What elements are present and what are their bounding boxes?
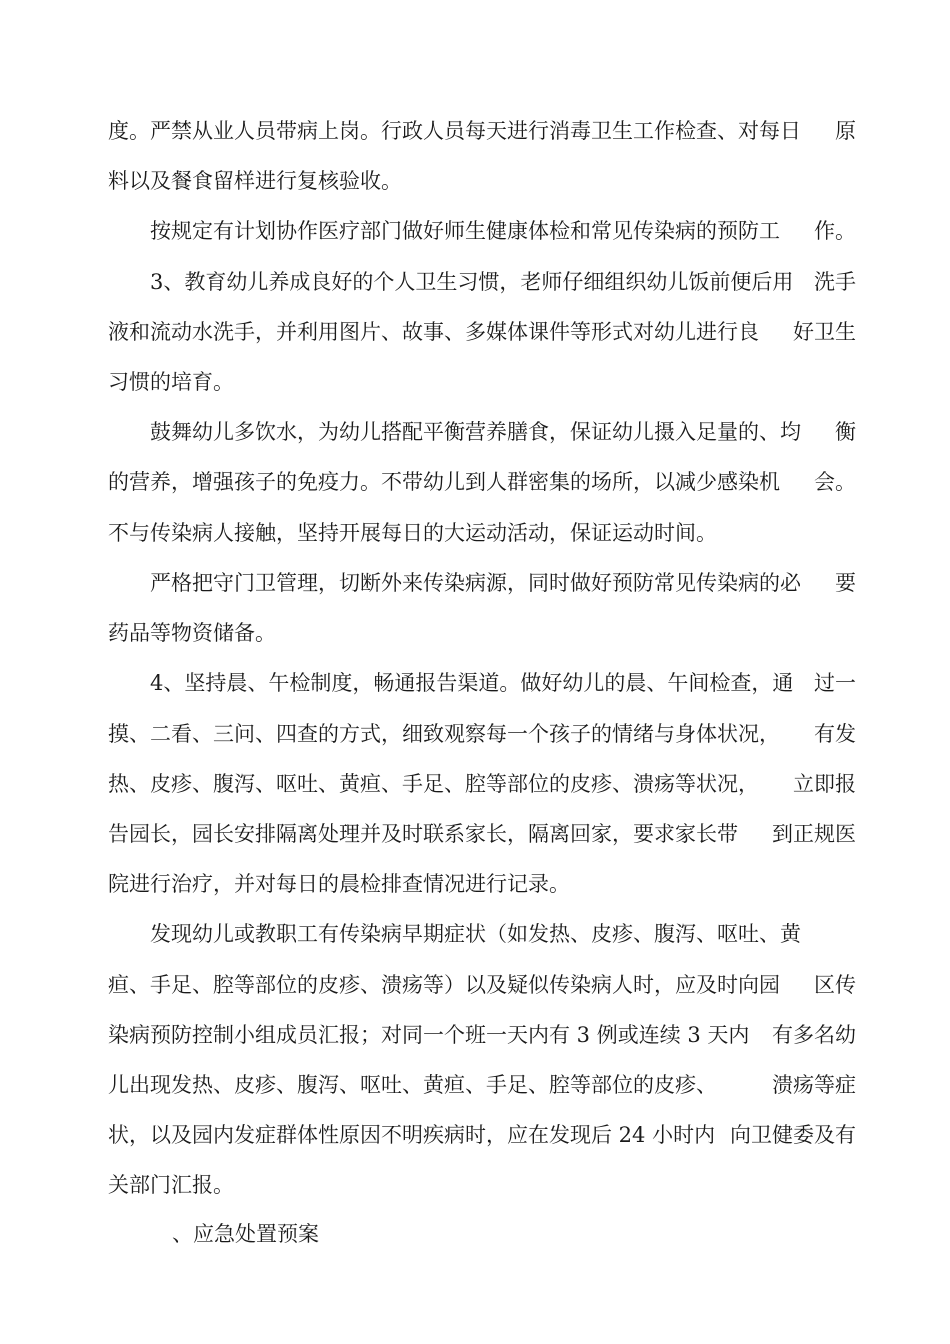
- text-segment: 会。: [814, 470, 856, 494]
- text-segment: 鼓舞幼儿多饮水，为幼儿搭配平衡营养膳食，保证幼儿摄入足量的、均: [150, 420, 801, 444]
- text-segment: 状，以及园内发症群体性原因不明疾病时，应在发现后 24 小时内: [108, 1123, 716, 1147]
- text-segment: 到正规医: [772, 822, 856, 846]
- text-segment: 度。严禁从业人员带病上岗。行政人员每天进行消毒卫生工作检查、对每日: [108, 119, 801, 143]
- text-segment: 好卫生: [793, 320, 856, 344]
- text-segment: 、应急处置预案: [172, 1222, 319, 1246]
- text-segment: 发现幼儿或教职工有传染病早期症状（如发热、皮疹、腹泻、呕吐、黄: [150, 922, 801, 946]
- text-segment: 习惯的培育。: [108, 370, 234, 394]
- text-line-14: [108, 769, 856, 799]
- text-segment: 有发: [814, 722, 856, 746]
- text-segment: 3、教育幼儿养成良好的个人卫生习惯，老师仔细组织幼儿饭前便后用: [150, 270, 794, 294]
- text-segment: 区传: [814, 973, 856, 997]
- text-segment: 洗手: [814, 270, 856, 294]
- text-line-12: [150, 668, 856, 698]
- text-segment: 要: [835, 571, 856, 595]
- text-segment: 4、坚持晨、午检制度，畅通报告渠道。做好幼儿的晨、午间检查，通: [150, 671, 794, 695]
- text-segment: 不与传染病人接触，坚持开展每日的大运动活动，保证运动时间。: [108, 521, 717, 545]
- text-segment: 摸、二看、三问、四查的方式，细致观察每一个孩子的情绪与身体状况，: [108, 722, 780, 746]
- text-line-13: [108, 719, 856, 749]
- text-segment: 按规定有计划协作医疗部门做好师生健康体检和常见传染病的预防工: [150, 219, 780, 243]
- text-line-1: [108, 116, 856, 146]
- text-line-16: [108, 869, 570, 899]
- text-line-15: [108, 819, 856, 849]
- text-segment: 原: [835, 119, 856, 143]
- text-line-17: [150, 919, 856, 949]
- text-segment: 染病预防控制小组成员汇报；对同一个班一天内有 3 例或连续 3 天内: [108, 1023, 750, 1047]
- text-segment: 料以及餐食留样进行复核验收。: [108, 169, 402, 193]
- text-line-19: [108, 1020, 856, 1050]
- text-line-3: [150, 216, 856, 246]
- text-line-22: [108, 1170, 234, 1200]
- text-segment: 严格把守门卫管理，切断外来传染病源，同时做好预防常见传染病的必: [150, 571, 801, 595]
- text-segment: 过一: [814, 671, 856, 695]
- text-segment: 向卫健委及有: [730, 1123, 856, 1147]
- text-line-9: [108, 518, 717, 548]
- text-segment: 疸、手足、腔等部位的皮疹、溃疡等）以及疑似传染病人时，应及时向园: [108, 973, 780, 997]
- text-line-6: [108, 367, 234, 397]
- text-segment: 作。: [814, 219, 856, 243]
- section-heading: [172, 1219, 319, 1249]
- text-segment: 有多名幼: [772, 1023, 856, 1047]
- text-segment: 儿出现发热、皮疹、腹泻、呕吐、黄疸、手足、腔等部位的皮疹、: [108, 1073, 717, 1097]
- text-line-7: [150, 417, 856, 447]
- text-segment: 溃疡等症: [772, 1073, 856, 1097]
- text-line-21: [108, 1120, 856, 1150]
- text-segment: 衡: [835, 420, 856, 444]
- text-segment: 院进行治疗，并对每日的晨检排查情况进行记录。: [108, 872, 570, 896]
- text-segment: 热、皮疹、腹泻、呕吐、黄疸、手足、腔等部位的皮疹、溃疡等状况，: [108, 772, 759, 796]
- text-segment: 立即报: [793, 772, 856, 796]
- text-line-4: [150, 267, 856, 297]
- text-segment: 告园长，园长安排隔离处理并及时联系家长，隔离回家，要求家长带: [108, 822, 738, 846]
- text-line-11: [108, 618, 276, 648]
- text-line-10: [150, 568, 856, 598]
- text-line-2: [108, 166, 402, 196]
- text-segment: 药品等物资储备。: [108, 621, 276, 645]
- text-line-20: [108, 1070, 856, 1100]
- text-line-8: [108, 467, 856, 497]
- text-line-5: [108, 317, 856, 347]
- text-segment: 的营养，增强孩子的免疫力。不带幼儿到人群密集的场所，以减少感染机: [108, 470, 780, 494]
- text-segment: 液和流动水洗手，并利用图片、故事、多媒体课件等形式对幼儿进行良: [108, 320, 759, 344]
- text-line-18: [108, 970, 856, 1000]
- text-segment: 关部门汇报。: [108, 1173, 234, 1197]
